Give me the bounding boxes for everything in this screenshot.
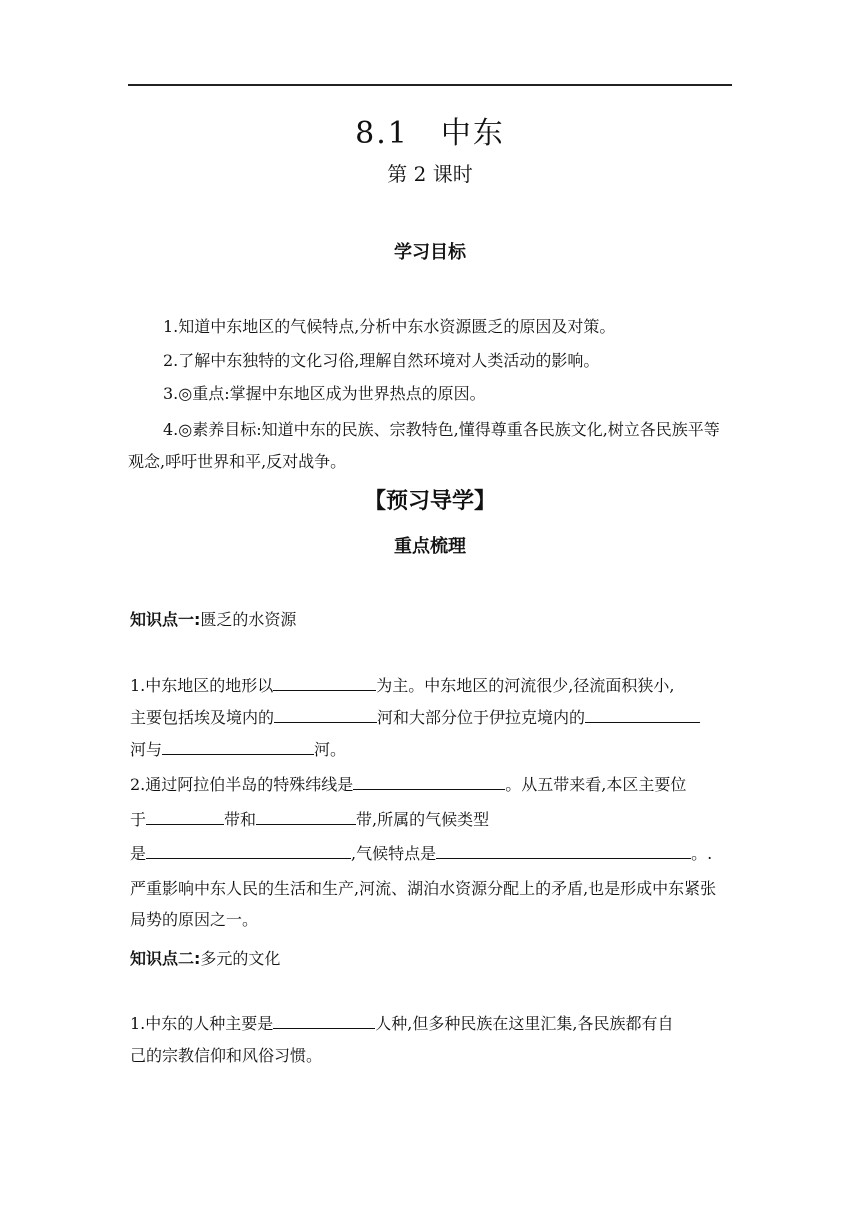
fill-blank-egypt-river[interactable] xyxy=(274,706,377,723)
fill-blank-terrain[interactable] xyxy=(273,674,376,691)
question-text: 于 xyxy=(130,810,147,829)
question-text: 是 xyxy=(130,844,147,863)
goal-item-2: 2.了解中东独特的文化习俗,理解自然环境对人类活动的影响。 xyxy=(163,351,600,370)
kp1-question-2-line-1 xyxy=(130,771,686,799)
kp1-question-1-line-1 xyxy=(130,672,674,700)
fill-blank-iraq-river-2[interactable] xyxy=(162,738,314,755)
header-rule xyxy=(128,84,732,86)
fill-blank-latitude-line[interactable] xyxy=(353,773,505,790)
question-text: 主要包括埃及境内的 xyxy=(130,708,275,727)
fill-blank-climate-feature[interactable] xyxy=(436,842,691,859)
knowledge-point-1-title xyxy=(130,607,296,630)
knowledge-point-1-label: 知识点一: xyxy=(130,610,201,629)
kp1-question-1-line-2 xyxy=(130,704,700,732)
question-text: 为主。中东地区的河流很少,径流面积狭小, xyxy=(376,676,675,695)
goal-item-1: 1.知道中东地区的气候特点,分析中东水资源匮乏的原因及对策。 xyxy=(163,317,616,336)
question-text: 带和 xyxy=(224,810,257,829)
fill-blank-climate-type[interactable] xyxy=(146,842,351,859)
question-text: 。从五带来看,本区主要位 xyxy=(505,775,687,794)
fill-blank-zone-2[interactable] xyxy=(256,808,356,825)
knowledge-point-2-title xyxy=(130,946,280,969)
kp1-question-2-line-3 xyxy=(130,840,712,868)
goal-item-3: 3.◎重点:掌握中东地区成为世界热点的原因。 xyxy=(163,384,486,403)
question-text: 己的宗教信仰和风俗习惯。 xyxy=(130,1046,323,1065)
goals-heading: 学习目标 xyxy=(394,242,466,263)
knowledge-point-1-name: 匮乏的水资源 xyxy=(200,610,297,629)
kp1-question-1-line-3 xyxy=(130,736,346,764)
goal-item-4: 4.◎素养目标:知道中东的民族、宗教特色,懂得尊重各民族文化,树立各民族平等观念,呼吁世界和平,反对战争。 xyxy=(128,420,720,471)
knowledge-point-2-name: 多元的文化 xyxy=(200,949,281,968)
question-text: 河。 xyxy=(314,740,347,759)
page-title: 8.1 中东 xyxy=(355,116,505,151)
knowledge-point-2-label: 知识点二: xyxy=(130,949,201,968)
preview-heading: 【预习导学】 xyxy=(363,489,496,514)
fill-blank-iraq-river-1[interactable] xyxy=(585,706,700,723)
kp2-question-1-line-2 xyxy=(130,1042,322,1070)
question-text: 1.中东地区的地形以 xyxy=(130,676,274,695)
key-points-heading: 重点梳理 xyxy=(394,536,466,557)
page-subtitle: 第 2 课时 xyxy=(387,162,473,186)
fill-blank-zone-1[interactable] xyxy=(146,808,224,825)
question-text: 2.通过阿拉伯半岛的特殊纬线是 xyxy=(130,775,354,794)
question-text: 1.中东的人种主要是 xyxy=(130,1014,274,1033)
question-text: 河与 xyxy=(130,740,163,759)
kp1-question-2-line-2 xyxy=(130,806,489,834)
question-text: 带,所属的气候类型 xyxy=(356,810,490,829)
fill-blank-race[interactable] xyxy=(273,1012,375,1029)
kp1-question-2-conclusion: 严重影响中东人民的生活和生产,河流、湖泊水资源分配上的矛盾,也是形成中东紧张局势的原因之一。 xyxy=(130,879,717,929)
question-text: 。. xyxy=(691,844,713,863)
question-text: 人种,但多种民族在这里汇集,各民族都有自 xyxy=(375,1014,674,1033)
question-text: 河和大部分位于伊拉克境内的 xyxy=(377,708,586,727)
question-text: ,气候特点是 xyxy=(351,844,437,863)
kp2-question-1-line-1 xyxy=(130,1010,673,1038)
